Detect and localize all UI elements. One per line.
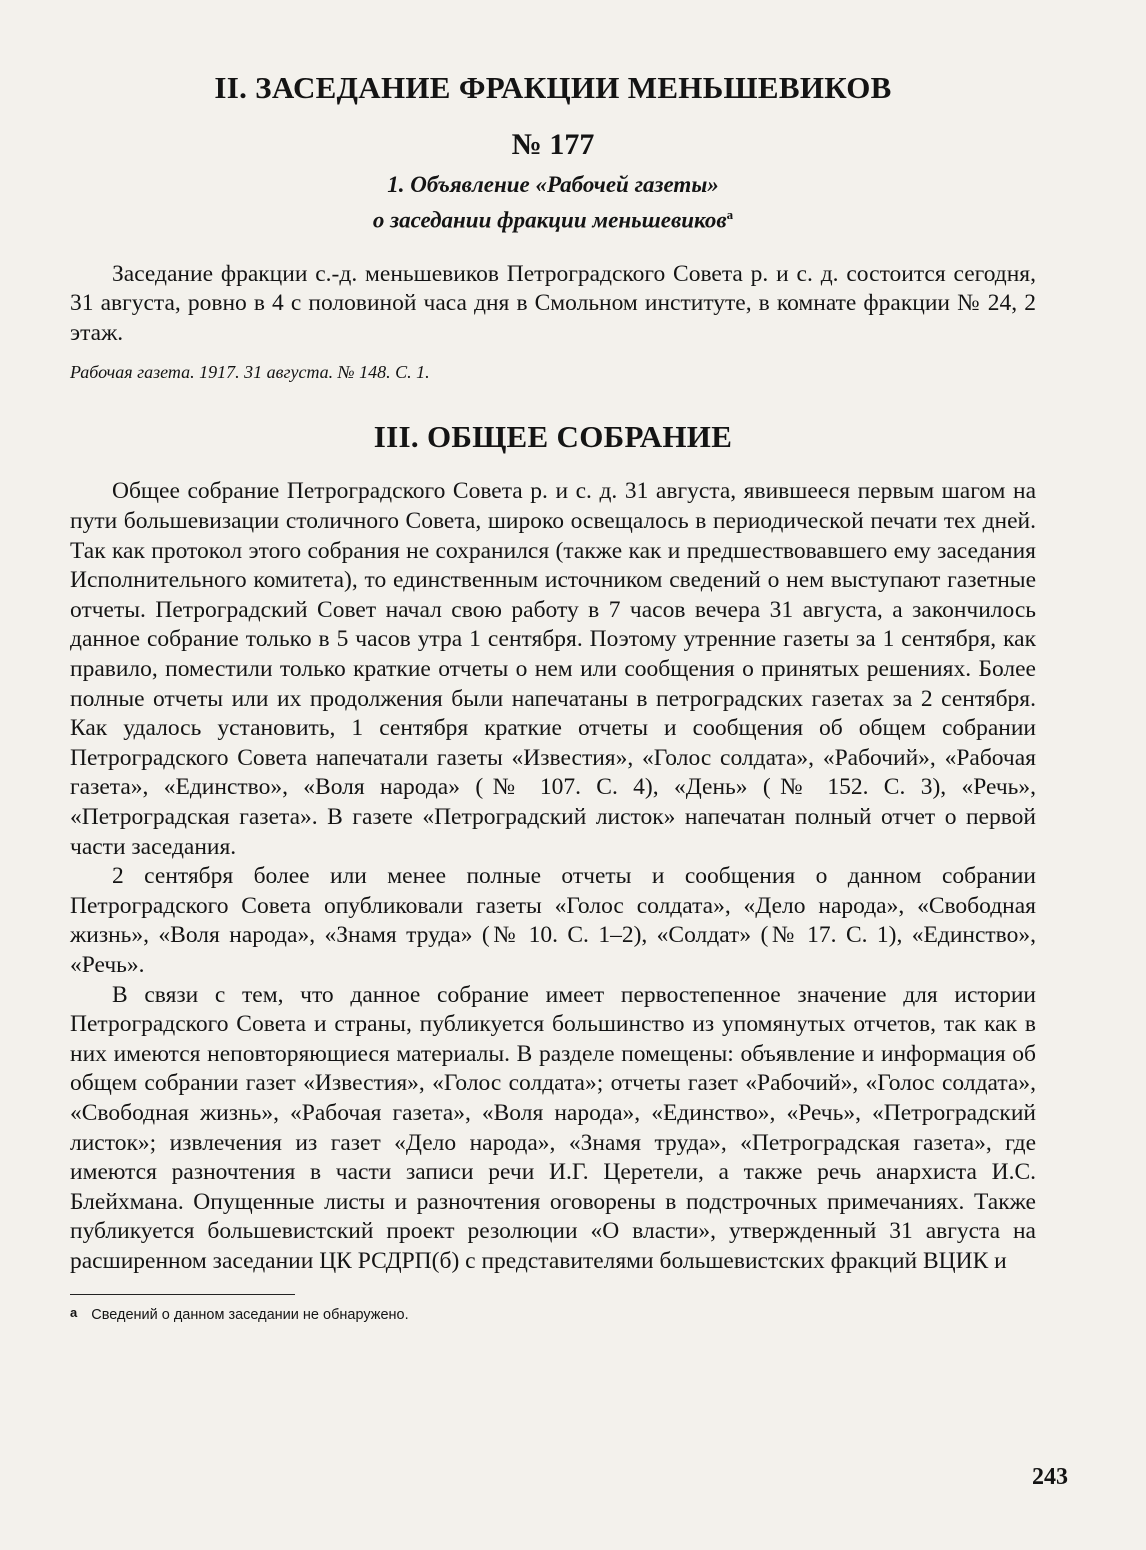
section-title-menshevik-faction: II. ЗАСЕДАНИЕ ФРАКЦИИ МЕНЬШЕВИКОВ [214,70,892,105]
section-title-general-meeting: III. ОБЩЕЕ СОБРАНИЕ [373,419,733,455]
footnote-mark: а [70,1305,78,1321]
footnote-reference: а [726,207,734,222]
footnote-divider [70,1294,295,1295]
document-title-line-2-text: о заседании фракции меньшевиков [372,207,727,233]
document-title-line-2 [70,200,1036,236]
body-paragraph: Общее собрание Петроградского Совета р. и с. д. 31 августа, явившееся первым шагом на пути большевизации столичного Совета, широко освещалось в периодической печати тех дней. Так как протокол этого собрания не сохранился (также как и предшествовавшего ему заседания Исполнительного комитета), то единственным источником сведений о нем выступают газетные отчеты. Петроградский Совет начал свою работу в 7 часов вечера 31 августа, а закончилось данное собрание только в 5 часов утра 1 сентября. Поэтому утренние газеты за 1 сентября, как правило, поместили только краткие отчеты о нем или сообщения о принятых решениях. Более полные отчеты или их продолжения были напечатаны в петроградских газетах за 2 сентября. Как удалось установить, 1 сентября краткие отчеты и сообщения об общем собрании Петроградского Совета напечатали газеты «Известия», «Голос солдата», «Рабочий», «Рабочая газета», «Единство», «Воля народа» (№ 107. С. 4), «День» (№ 152. С. 3), «Речь», «Петроградская газета». В газете «Петроградский листок» напечатан полный отчет о первой части заседания. [70,478,1036,860]
document-number: № 177 [511,128,595,161]
footnote [70,1305,1036,1323]
document-page [70,70,1036,1323]
footnote-text: Сведений о данном заседании не обнаружено. [91,1307,409,1324]
document-title-line-1: 1. Объявление «Рабочей газеты» [387,172,719,197]
body-paragraph: 2 сентября более или менее полные отчеты и сообщения о данном собрании Петроградского Совета опубликовали газеты «Голос солдата», «Дело народа», «Свободная жизнь», «Воля народа», «Знамя труда» (№ 10. С. 1–2), «Солдат» (№ 17. С. 1), «Единство», «Речь». [70,863,1036,978]
page-number: 243 [1032,1464,1068,1490]
source-citation: Рабочая газета. 1917. 31 августа. № 148. С. 1. [70,362,430,383]
announcement-paragraph: Заседание фракции с.-д. меньшевиков Петроградского Совета р. и с. д. состоится сегодня, 31 августа, ровно в 4 с половиной часа дня в Смольном институте, в комнате фракции № 24, 2 этаж. [70,260,1036,346]
body-paragraph: В связи с тем, что данное собрание имеет первостепенное значение для истории Петроградского Совета и страны, публикуется большинство из упомянутых отчетов, так как в них имеются неповторяющиеся материалы. В разделе помещены: объявление и информация об общем собрании газет «Известия», «Голос солдата»; отчеты газет «Рабочий», «Голос солдата», «Свободная жизнь», «Рабочая газета», «Воля народа», «Единство», «Речь», «Петроградский листок»; извлечения из газет «Дело народа», «Знамя труда», «Петроградская газета», где имеются разночтения в части записи речи И.Г. Церетели, а также речь анархиста И.С. Блейхмана. Опущенные листы и разночтения оговорены в подстрочных примечаниях. Также публикуется большевистский проект резолюции «О власти», утвержденный 31 августа на расширенном заседании ЦК РСДРП(б) с представителями большевистских фракций ВЦИК и [70,981,1036,1274]
document-title [70,170,1036,236]
